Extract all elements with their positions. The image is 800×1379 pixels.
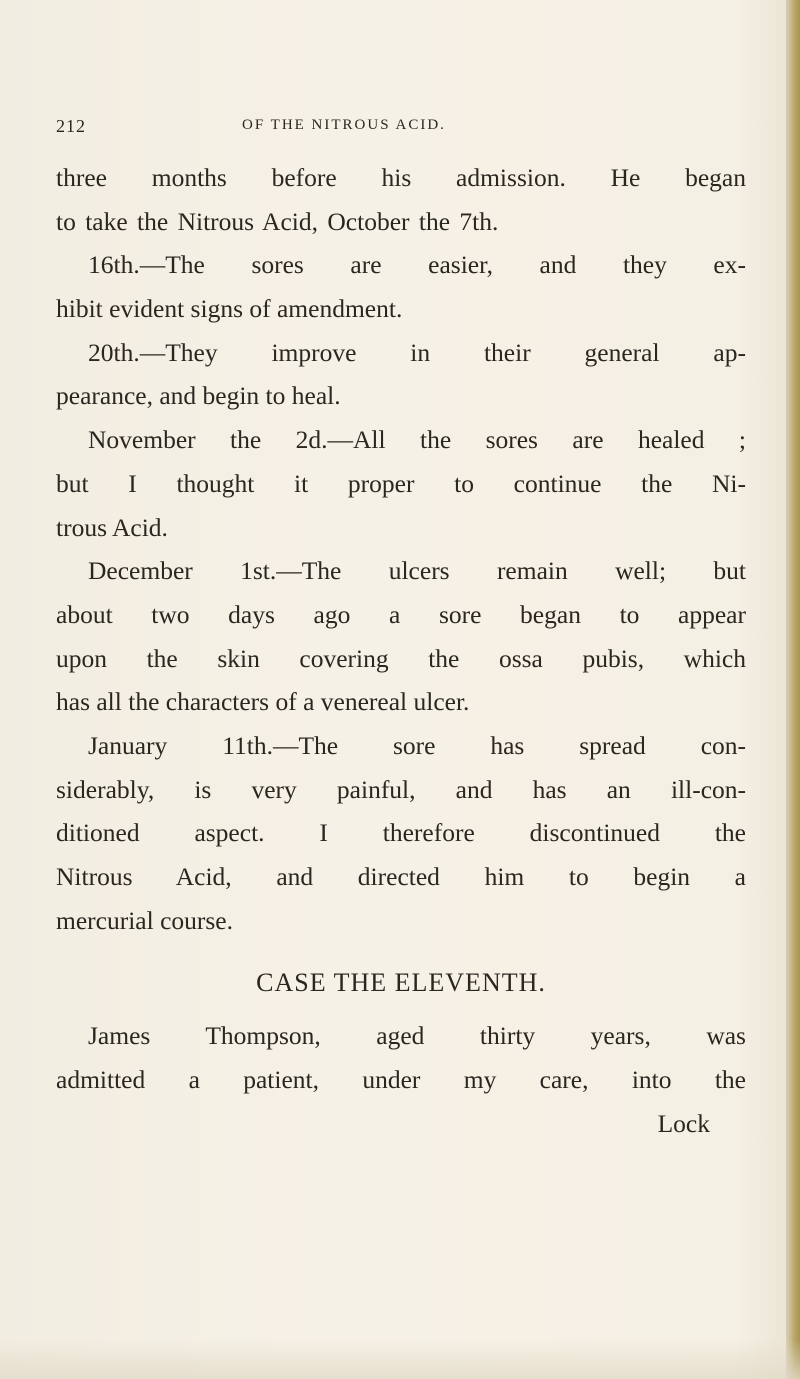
text-line-19: James Thompson, aged thirty years, was <box>88 1021 746 1051</box>
catchword: Lock <box>657 1108 710 1138</box>
section-heading: CASE THE ELEVENTH. <box>256 968 546 998</box>
page-bottom-shade <box>0 1339 800 1379</box>
text-line-7: November the 2d.—All the sores are healed ; <box>88 425 746 455</box>
page-number: 212 <box>56 116 86 136</box>
text-line-10: December 1st.—The ulcers remain well; but <box>88 556 746 586</box>
body-text <box>56 156 746 1145</box>
text-line-6: pearance, and begin to heal. <box>56 381 341 411</box>
text-line-13: has all the characters of a venereal ulcer. <box>56 687 470 717</box>
page-edge-shadow <box>786 0 800 1379</box>
running-head <box>56 116 756 140</box>
text-line-16: ditioned aspect. I therefore discontinued the <box>56 818 746 848</box>
text-line-15: siderably, is very painful, and has an ill-con- <box>56 774 746 804</box>
text-line-5: 20th.—They improve in their general ap- <box>88 337 746 367</box>
text-line-2: to take the Nitrous Acid, October the 7th. <box>56 206 499 236</box>
text-line-12: upon the skin covering the ossa pubis, which <box>56 643 746 673</box>
text-line-4: hibit evident signs of amendment. <box>56 294 403 324</box>
text-line-14: January 11th.—The sore has spread con- <box>88 730 746 760</box>
text-line-3: 16th.—The sores are easier, and they ex- <box>88 250 746 280</box>
running-title: OF THE NITROUS ACID. <box>242 117 446 133</box>
text-line-8: but I thought it proper to continue the Ni- <box>56 468 746 498</box>
text-line-20: admitted a patient, under my care, into the <box>56 1065 746 1095</box>
text-line-1: three months before his admission. He began <box>56 163 746 192</box>
text-line-9: trous Acid. <box>56 512 168 542</box>
text-line-17: Nitrous Acid, and directed him to begin a <box>56 862 746 891</box>
text-line-11: about two days ago a sore began to appear <box>56 599 746 629</box>
text-line-18: mercurial course. <box>56 905 233 935</box>
